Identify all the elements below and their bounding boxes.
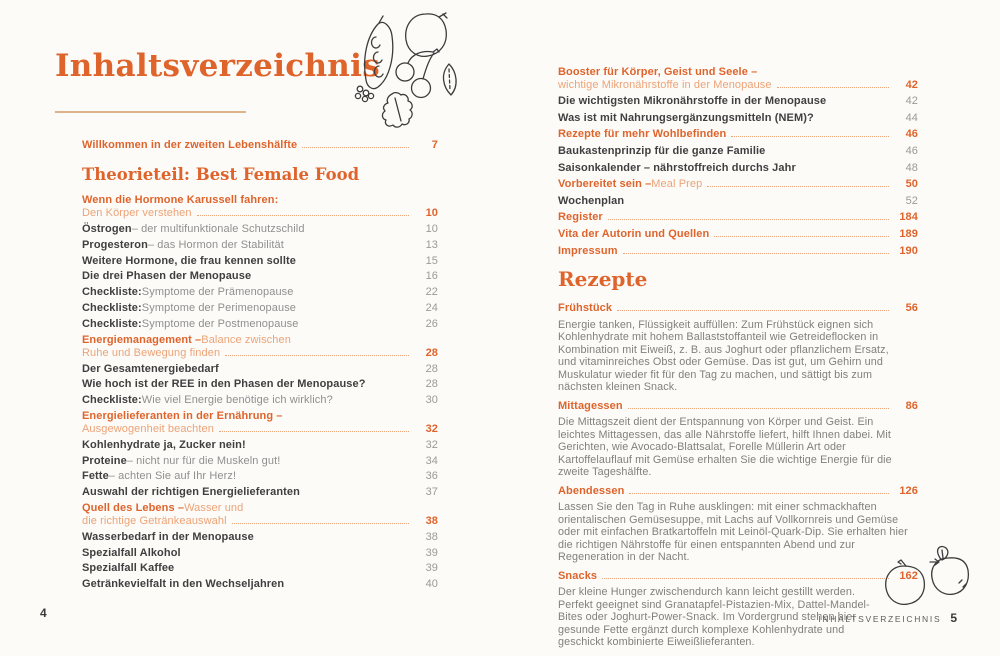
toc-entry-title: Proteine — [82, 454, 127, 467]
toc-page-number: 13 — [425, 238, 438, 251]
left-toc-column — [82, 137, 438, 595]
toc-page-number: 42 — [905, 78, 918, 91]
toc-page-number: 15 — [425, 254, 438, 267]
toc-page-number: 30 — [425, 394, 438, 407]
toc-entry-title: Checkliste: — [82, 301, 142, 314]
toc-page-number: 184 — [899, 211, 918, 224]
recipes-list — [558, 303, 918, 649]
toc-intro — [82, 140, 438, 152]
toc-entry-title: Vorbereitet sein – — [558, 178, 652, 191]
toc-entry-title: Saisonkalender – nährstoffreich durchs Jahr — [558, 161, 796, 174]
recipes-section — [558, 267, 918, 656]
apples-sketch-illustration — [876, 545, 976, 611]
recipe-section — [558, 486, 918, 564]
toc-page-number: 22 — [425, 286, 438, 299]
toc-entry-title: Impressum — [558, 244, 618, 257]
toc-entry — [82, 364, 438, 376]
toc-entry — [82, 379, 438, 391]
toc-entry — [558, 67, 918, 92]
toc-entry — [558, 146, 918, 158]
toc-page-number: 10 — [425, 207, 438, 220]
toc-entry-title: Kohlenhydrate ja, Zucker nein! — [82, 438, 246, 451]
toc-page-number: 28 — [425, 346, 438, 359]
toc-entry — [82, 195, 438, 220]
toc-entry-subtitle: – nicht nur für die Muskeln gut! — [126, 454, 281, 467]
toc-entry-subtitle: Balance zwischen — [201, 333, 291, 346]
toc-entry-title: Wochenplan — [558, 194, 625, 207]
toc-entry-title: Was ist mit Nahrungsergänzungsmitteln (NEM)? — [558, 111, 814, 124]
toc-page-number: 40 — [425, 578, 438, 591]
toc-page-number: 38 — [425, 515, 438, 528]
recipe-title: Abendessen — [558, 484, 625, 497]
toc-entry-subtitle: – achten Sie auf Ihr Herz! — [108, 470, 237, 483]
toc-entry — [82, 579, 438, 591]
toc-entry — [82, 411, 438, 436]
toc-entry-subtitle: Ausgewogenheit beachten — [82, 423, 214, 436]
toc-entry — [558, 179, 918, 191]
toc-entry — [82, 303, 438, 315]
toc-page-number: 28 — [425, 378, 438, 391]
toc-entry — [82, 224, 438, 236]
toc-entry-subtitle: Symptome der Perimenopause — [141, 301, 297, 314]
toc-entry-title: Register — [558, 211, 603, 224]
toc-page-number: 50 — [905, 178, 918, 191]
toc-page-number: 37 — [425, 486, 438, 499]
toc-leader-dots — [197, 215, 409, 216]
toc-entry — [558, 196, 918, 208]
recipe-description: Die Mittagszeit dient der Entspannung von Körper und Geist. Ein leichtes Mittagessen, das alle Nährstoffe liefert, hilft Ihnen dabei. Mit Gerichten, wie Avocado-Blattsalat, Forelle Müllerin Art oder Kartoffelauflauf mit Gemüse erhalten Sie die wichtige Energie für die zweite Tageshälfte. — [558, 416, 892, 479]
toc-leader-dots — [602, 578, 889, 579]
toc-entry — [82, 140, 438, 152]
toc-page-number: 16 — [425, 270, 438, 283]
toc-entry-title: Östrogen — [82, 223, 132, 236]
toc-leader-dots — [225, 355, 409, 356]
toc-entry — [558, 96, 918, 108]
recipe-section — [558, 401, 918, 479]
toc-entry-title: Auswahl der richtigen Energielieferanten — [82, 486, 300, 499]
toc-page-number: 7 — [431, 138, 438, 151]
toc-entry-title: Spezialfall Kaffee — [82, 562, 175, 575]
toc-entry-title: Willkommen in der zweiten Lebenshälfte — [82, 138, 298, 151]
toc-entry — [558, 212, 918, 224]
toc-leader-dots — [714, 236, 889, 237]
produce-sketch-illustration — [348, 2, 466, 128]
toc-entry-subtitle: Den Körper verstehen — [82, 207, 192, 220]
toc-entry — [82, 395, 438, 407]
theory-section-heading: Theorieteil: Best Female Food — [82, 165, 360, 185]
toc-page-number: 189 — [899, 228, 918, 241]
title-divider — [55, 111, 246, 113]
toc-page-number: 39 — [425, 562, 438, 575]
toc-entry-title: Fette — [82, 470, 109, 483]
toc-entry-title: Die drei Phasen der Menopause — [82, 270, 252, 283]
toc-entry — [82, 548, 438, 560]
toc-entry — [82, 335, 438, 360]
toc-page-number: 162 — [899, 569, 918, 582]
toc-leader-dots — [731, 136, 889, 137]
toc-entry — [558, 246, 918, 258]
toc-entry — [82, 487, 438, 499]
right-page-number: 5 — [950, 611, 957, 625]
recipe-section — [558, 571, 918, 649]
toc-entry — [82, 240, 438, 252]
toc-entry-title: Wie hoch ist der REE in den Phasen der Menopause? — [82, 378, 366, 391]
recipe-title: Frühstück — [558, 302, 613, 314]
toc-entry — [82, 319, 438, 331]
recipe-title: Snacks — [558, 569, 598, 582]
toc-page-number: 32 — [425, 423, 438, 436]
toc-entry-title: Rezepte für mehr Wohlbefinden — [558, 128, 727, 141]
toc-entry — [82, 471, 438, 483]
toc-entry-title: Checkliste: — [82, 286, 142, 299]
toc-entry — [82, 271, 438, 283]
toc-leader-dots — [617, 310, 889, 311]
toc-entry-subtitle: Meal Prep — [651, 178, 703, 191]
toc-entry-title: Checkliste: — [82, 394, 142, 407]
toc-entry-subtitle: Ruhe und Bewegung finden — [82, 346, 221, 359]
toc-entry — [82, 287, 438, 299]
toc-entry-title: Weitere Hormone, die frau kennen sollte — [82, 254, 296, 267]
recipe-description: Der kleine Hunger zwischendurch kann leicht gestillt werden. Perfekt geeignet sind Granatapfel-Pistazien-Mix, Dattel-Mandel-Bites oder Joghurt-Power-Snack. Im Vordergrund stehen hier gesunde Fette ergänzt durch komplexe Kohlenhydrate und geschickt kombinierte Eiweißlieferanten. — [558, 586, 870, 649]
toc-entry — [558, 163, 918, 175]
toc-leader-dots — [232, 523, 409, 524]
toc-page-number: 39 — [425, 546, 438, 559]
toc-page-number: 190 — [899, 244, 918, 257]
toc-entry-subtitle: Symptome der Postmenopause — [141, 317, 299, 330]
toc-page-number: 126 — [899, 484, 918, 497]
toc-entry — [82, 440, 438, 452]
toc-page-number: 56 — [905, 302, 918, 314]
recipe-title: Mittagessen — [558, 399, 623, 412]
toc-entry — [558, 113, 918, 125]
toc-page-number: 10 — [425, 223, 438, 236]
toc-entry-subtitle: – das Hormon der Stabilität — [147, 238, 284, 251]
toc-leader-dots — [628, 408, 889, 409]
toc-leader-dots — [777, 87, 889, 88]
toc-page-number: 26 — [425, 317, 438, 330]
toc-page-number: 34 — [425, 454, 438, 467]
toc-entry-title: Wasserbedarf in der Menopause — [82, 530, 254, 543]
left-page-number: 4 — [40, 606, 47, 620]
toc-page-number: 24 — [425, 301, 438, 314]
toc-entry-title: Baukastenprinzip für die ganze Familie — [558, 145, 766, 158]
toc-entry-title: Checkliste: — [82, 317, 142, 330]
toc-leader-dots — [608, 219, 889, 220]
toc-entry — [82, 563, 438, 575]
toc-entry-title: Spezialfall Alkohol — [82, 546, 181, 559]
toc-page-number: 44 — [905, 111, 918, 124]
toc-entry — [82, 503, 438, 528]
toc-page-number: 28 — [425, 362, 438, 375]
recipe-description: Lassen Sie den Tag in Ruhe ausklingen: mit einer schmackhaften orientalischen Gemüsesuppe, mit Lachs auf Vollkornreis und Gemüse oder mit einfachen Bratkartoffeln mit Leinöl-Quark-Dip. Sie erhalten hier die richtigen Nährstoffe für einen entspannten Abend und zur Regeneration in der Nacht. — [558, 501, 908, 564]
toc-leader-dots — [707, 186, 889, 187]
toc-entry-title: Wenn die Hormone Karussell fahren: — [82, 194, 279, 207]
toc-entry — [558, 129, 918, 141]
toc-entry — [82, 456, 438, 468]
toc-entry-title: Der Gesamtenergiebedarf — [82, 362, 219, 375]
toc-page-number: 42 — [905, 95, 918, 108]
toc-entry-subtitle: – der multifunktionale Schutzschild — [131, 223, 305, 236]
toc-entry-title: Die wichtigsten Mikronährstoffe in der Menopause — [558, 95, 827, 108]
toc-entry-title: Quell des Lebens – — [82, 501, 185, 514]
recipe-description: Energie tanken, Flüssigkeit auffüllen: Zum Frühstück eignen sich Kohlenhydrate mit hohem Ballaststoffanteil wie Getreideflocken in Kombination mit Eiweiß, z. B. aus Joghurt oder pflanzlichem Ersatz, und vitaminreiches Obst oder Gemüse. Das ist gut, um Gehirn und Muskulatur wieder fit für den Tag zu machen, und sättigt bis zum nächsten kleinen Snack. — [558, 318, 889, 394]
toc-entry-title: Energiemanagement – — [82, 333, 202, 346]
toc-list-left — [82, 195, 438, 591]
recipe-section — [558, 303, 918, 394]
toc-page-number: 48 — [905, 161, 918, 174]
toc-page-number: 86 — [905, 399, 918, 412]
toc-entry-subtitle: Wie viel Energie benötige ich wirklich? — [141, 394, 333, 407]
toc-entry-title: Vita der Autorin und Quellen — [558, 228, 710, 241]
toc-page-number: 46 — [905, 145, 918, 158]
right-page-footer — [818, 611, 957, 625]
toc-entry — [82, 532, 438, 544]
toc-entry-title: Progesteron — [82, 238, 148, 251]
toc-entry-title: Getränkevielfalt in den Wechseljahren — [82, 578, 285, 591]
toc-page-number: 32 — [425, 438, 438, 451]
toc-page-number: 38 — [425, 530, 438, 543]
toc-entry — [82, 256, 438, 268]
right-toc-column — [558, 64, 918, 262]
toc-entry-subtitle: Symptome der Prämenopause — [141, 286, 294, 299]
toc-entry-subtitle: die richtige Getränkeauswahl — [82, 515, 227, 528]
footer-chapter-label: INHALTSVERZEICHNIS — [818, 614, 942, 624]
toc-leader-dots — [629, 493, 889, 494]
toc-leader-dots — [302, 147, 409, 148]
toc-page-number: 46 — [905, 128, 918, 141]
toc-list-right — [558, 67, 918, 258]
toc-entry — [558, 229, 918, 241]
toc-entry-subtitle: wichtige Mikronährstoffe in der Menopause — [558, 78, 772, 91]
toc-page-number: 36 — [425, 470, 438, 483]
toc-leader-dots — [623, 253, 889, 254]
toc-page-number: 52 — [905, 194, 918, 207]
toc-leader-dots — [219, 431, 409, 432]
recipes-heading: Rezepte — [558, 267, 648, 291]
toc-entry-title: Booster für Körper, Geist und Seele – — [558, 65, 758, 78]
page-title: Inhaltsverzeichnis — [55, 48, 380, 84]
toc-entry-subtitle: Wasser und — [184, 501, 244, 514]
toc-entry-title: Energielieferanten in der Ernährung – — [82, 409, 283, 422]
